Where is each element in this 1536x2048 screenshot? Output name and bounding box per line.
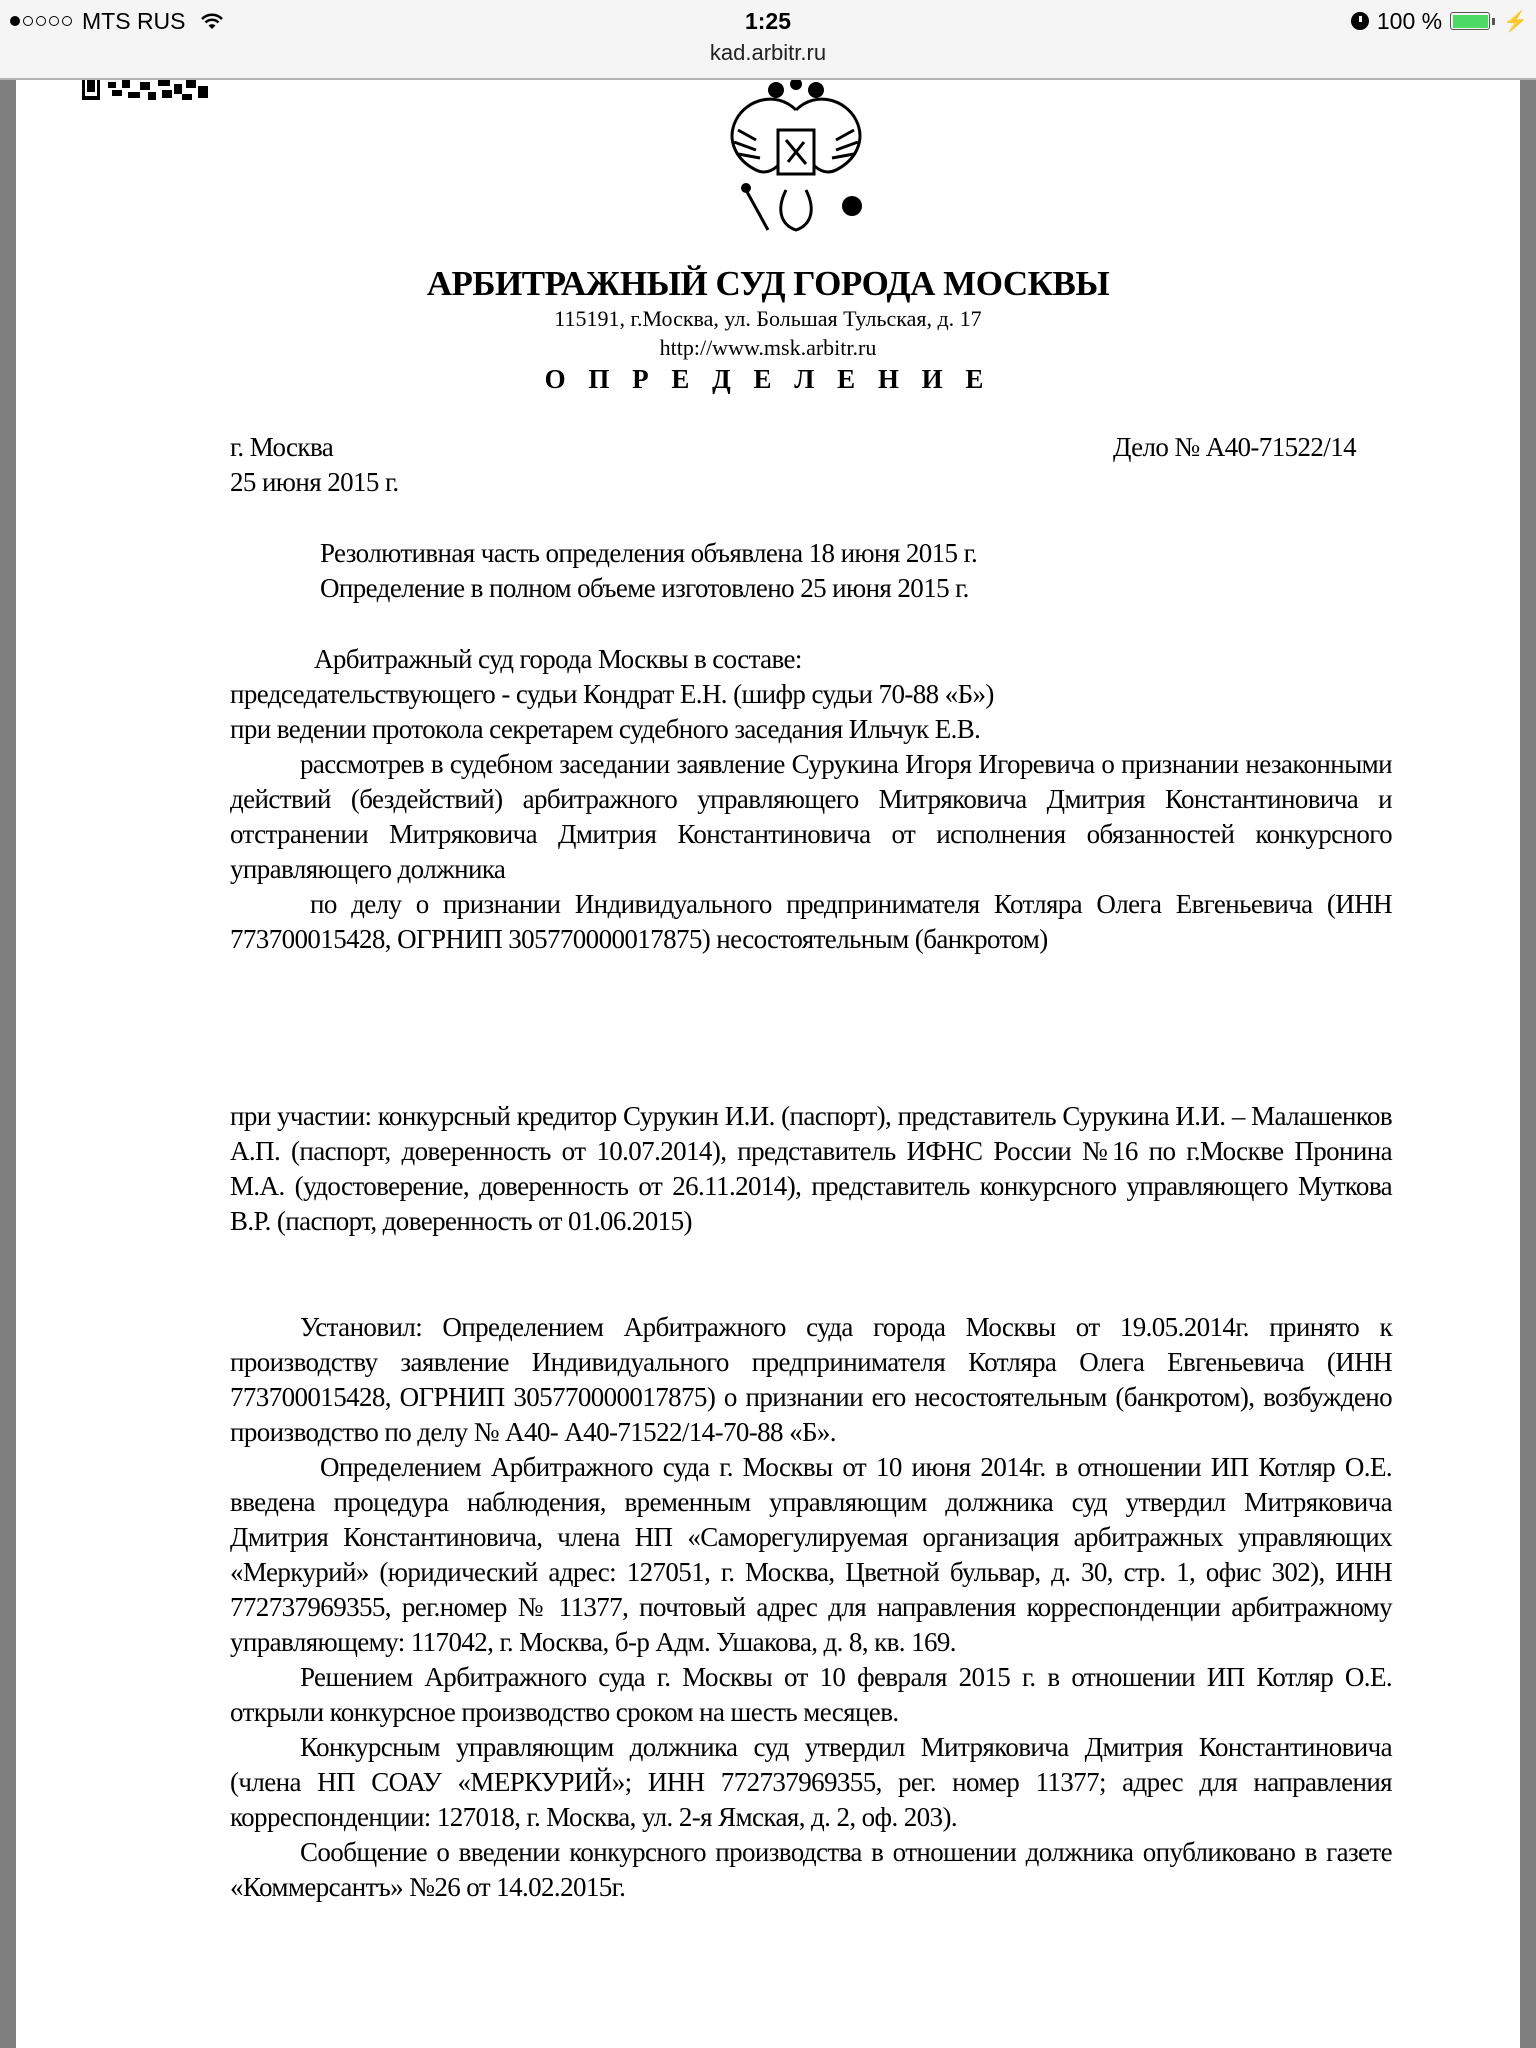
battery-fill — [1453, 15, 1488, 28]
participants-block — [230, 1099, 1392, 1239]
address-bar-url[interactable]: kad.arbitr.ru — [709, 40, 827, 65]
court-address: 115191, г.Москва, ул. Большая Тульская, д. 17 — [554, 306, 982, 331]
battery-tip — [1492, 18, 1495, 25]
coat-of-arms-emblem — [716, 80, 876, 240]
established-paragraph: Установил: Определением Арбитражного суда города Москвы от 19.05.2014г. принято к производству заявление Индивидуального предпринимателя Котляра Олега Евгеньевича (ИНН 773700015428, ОГРНИП 305770000017875) о признании его несостоятельным (банкротом), возбуждено производство по делу № А40- А40-71522/14-70-88 «Б». — [230, 1312, 1392, 1447]
carrier-name: MTS RUS — [82, 7, 186, 34]
document-date: 25 июня 2015 г. — [230, 467, 399, 497]
court-title: АРБИТРАЖНЫЙ СУД ГОРОДА МОСКВЫ — [426, 264, 1110, 303]
manager-paragraph: Конкурсным управляющим должника суд утвердил Митряковича Дмитрия Константиновича (члена НП СОАУ «МЕРКУРИЙ»; ИНН 772737969355, рег. номер 11377; адрес для направления корреспонденции: 127018, г. Москва, ул. 2-я Ямская, д. 2, оф. 203). — [230, 1732, 1392, 1832]
alarm-icon — [1351, 12, 1369, 30]
full-text-made: Определение в полном объеме изготовлено 25 июня 2015 г. — [320, 573, 969, 603]
case-number: Дело № А40-71522/14 — [1112, 432, 1356, 462]
decision-paragraph: Решением Арбитражного суда г. Москвы от 10 февраля 2015 г. в отношении ИП Котляр О.Е. открыли конкурсное производство сроком на шесть месяцев. — [230, 1662, 1392, 1727]
qr-code — [82, 80, 208, 100]
presiding-judge: председательствующего - судьи Кондрат Е.Н. (шифр судьи 70-88 «Б») — [230, 679, 994, 709]
established-block — [230, 1310, 1392, 1905]
charging-icon: ⚡ — [1503, 10, 1528, 33]
case-about-paragraph: по делу о признании Индивидуального предпринимателя Котляра Олега Евгеньевича (ИНН 773700015428, ОГРНИП 305770000017875) несостоятельным (банкротом) — [230, 889, 1392, 954]
resolution-announced: Резолютивная часть определения объявлена 18 июня 2015 г. — [320, 538, 978, 568]
battery-icon — [1450, 12, 1490, 30]
battery-area — [1351, 4, 1528, 38]
battery-percent: 100 % — [1376, 7, 1443, 34]
court-composition-block — [230, 642, 1392, 957]
court-composition: Арбитражный суд города Москвы в составе: — [314, 644, 802, 674]
clock: 1:25 — [744, 8, 792, 34]
publication-paragraph: Сообщение о введении конкурсного производства в отношении должника опубликовано в газете «Коммерсантъ» №26 от 14.02.2015г. — [230, 1837, 1392, 1902]
participants-paragraph: при участии: конкурсный кредитор Сурукин И.И. (паспорт), представитель Сурукина И.И. – Малашенков А.П. (паспорт, доверенность от 10.07.2014), представитель ИФНС России №16 по г.Москве Пронина М.А. (удостоверение, доверенность от 26.11.2014), представитель конкурсного управляющего Муткова В.Р. (паспорт, доверенность от 01.06.2015) — [230, 1101, 1392, 1236]
status-bar — [0, 0, 1536, 80]
observation-paragraph: Определением Арбитражного суда г. Москвы от 10 июня 2014г. в отношении ИП Котляр О.Е. введена процедура наблюдения, временным управляющим должника суд утвердил Митряковича Дмитрия Константиновича, члена НП «Саморегулируемая организация арбитражных управляющих «Меркурий» (юридический адрес: 127051, г. Москва, Цветной бульвар, д. 30, стр. 1, офис 302), ИНН 772737969355, рег.номер № 11377, почтовый адрес для направления корреспонденции арбитражному управляющему: 117042, г. Москва, б-р Адм. Ушакова, д. 8, кв. 169. — [230, 1452, 1392, 1657]
considered-paragraph: рассмотрев в судебном заседании заявление Сурукина Игоря Игоревича о признании незаконными действий (бездействий) арбитражного управляющего Митряковича Дмитрия Константиновича и отстранении Митряковича Дмитрия Константиновича от исполнения обязанностей конкурсного управляющего должника — [230, 749, 1392, 884]
document-page — [16, 80, 1520, 2048]
court-website[interactable]: http://www.msk.arbitr.ru — [659, 335, 877, 360]
city: г. Москва — [230, 432, 334, 462]
secretary: при ведении протокола секретарем судебного заседания Ильчук Е.В. — [230, 714, 981, 744]
document-type: О П Р Е Д Е Л Е Н И Е — [544, 364, 992, 394]
